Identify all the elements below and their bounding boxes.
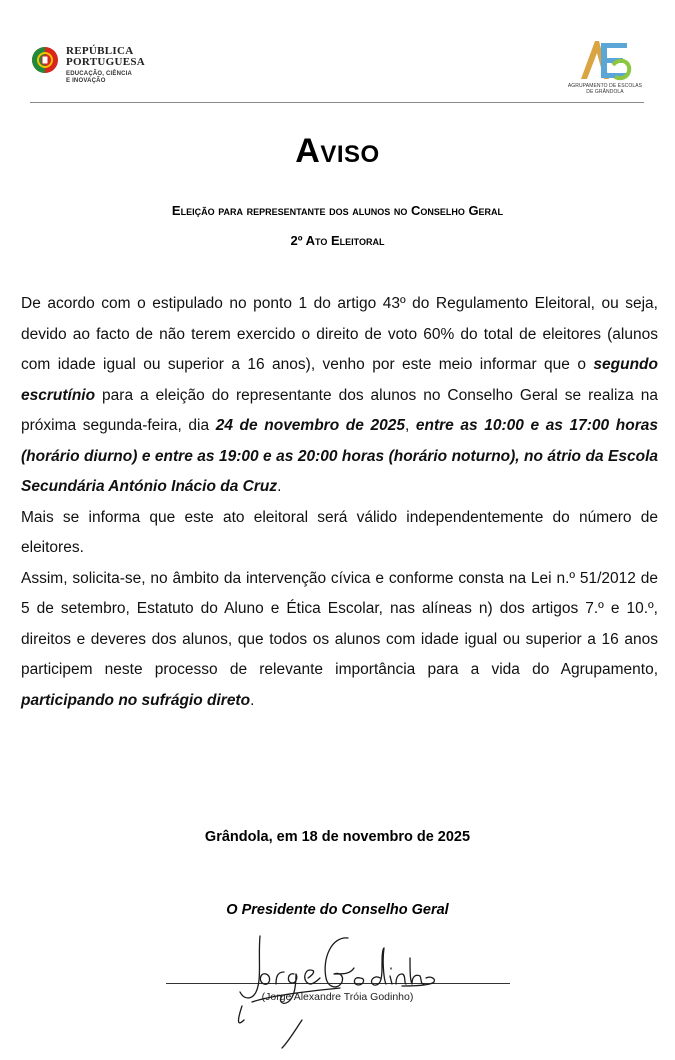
school-group-logo-icon <box>575 35 635 85</box>
paragraph-text: , <box>404 417 416 434</box>
emphasis-date: 24 de novembro de 2025 <box>215 417 405 434</box>
emphasis-second-round: segundo escrutínio <box>21 356 658 404</box>
notice-subtitle-act: 2º Ato Eleitoral <box>290 233 385 248</box>
place-and-date: Grândola, em 18 de novembro de 2025 <box>204 829 471 845</box>
paragraph-text: . <box>250 691 255 709</box>
paragraph-validity: Mais se informa que este ato eleitoral será válido independentemente do número de eleitores. <box>21 508 658 556</box>
signatory-printed-name: (Jorge Alexandre Tróia Godinho) <box>261 991 414 1003</box>
gov-line-republica: REPÚBLICA <box>66 45 134 57</box>
document-header <box>0 0 675 103</box>
ministry-line-1: EDUCAÇÃO, CIÊNCIA <box>66 71 133 77</box>
government-wordmark <box>66 46 145 84</box>
ministry-line-2: E INOVAÇÃO <box>66 77 106 84</box>
paragraph-text: . <box>277 478 282 495</box>
notice-title: Aviso <box>295 132 380 170</box>
paragraph-text: De acordo com o estipulado no ponto 1 do artigo 43º do Regulamento Eleitoral, ou seja, devido ao facto de não terem exercido o direito de voto 60% do total de eleitores (alunos com idade igual ou superior a 16 anos), venho por este meio informar que o <box>21 295 658 373</box>
header-divider <box>30 102 644 103</box>
emphasis-schedule-location: entre as 10:00 e as 17:00 horas (horário diurno) e entre as 19:00 e as 20:00 horas (horário noturno), no átrio da Escola Secundária António Inácio da Cruz <box>21 417 658 495</box>
paragraph-text: Assim, solicita-se, no âmbito da intervenção cívica e conforme consta na Lei n.º 51/2012 de 5 de setembro, Estatuto do Aluno e Ética Escolar, nas alíneas n) dos artigos 7.º e 10.º, direitos e deveres dos alunos, que todos os alunos com idade igual ou superior a 16 anos participem neste processo de relevante importância para a vida do Agrupamento, <box>21 569 658 678</box>
ministry-name <box>66 71 145 84</box>
gov-line-portuguesa: PORTUGUESA <box>66 56 146 68</box>
notice-body <box>21 289 658 716</box>
emphasis-direct-vote: participando no sufrágio direto <box>21 691 251 709</box>
school-caption-line-1: AGRUPAMENTO DE ESCOLAS <box>567 83 643 89</box>
signatory-title: O Presidente do Conselho Geral <box>226 902 449 918</box>
portuguese-republic-emblem-icon <box>30 45 60 75</box>
school-caption-line-2: DE GRÂNDOLA <box>586 88 624 95</box>
paragraph-request <box>21 564 658 717</box>
school-group-caption <box>555 84 655 95</box>
paragraph-announcement <box>21 289 658 503</box>
notice-subtitle: Eleição para representante dos alunos no Conselho Geral <box>171 203 504 218</box>
paragraph-text: para a eleição do representante dos alunos no Conselho Geral se realiza na próxima segunda-feira, dia <box>21 386 658 434</box>
